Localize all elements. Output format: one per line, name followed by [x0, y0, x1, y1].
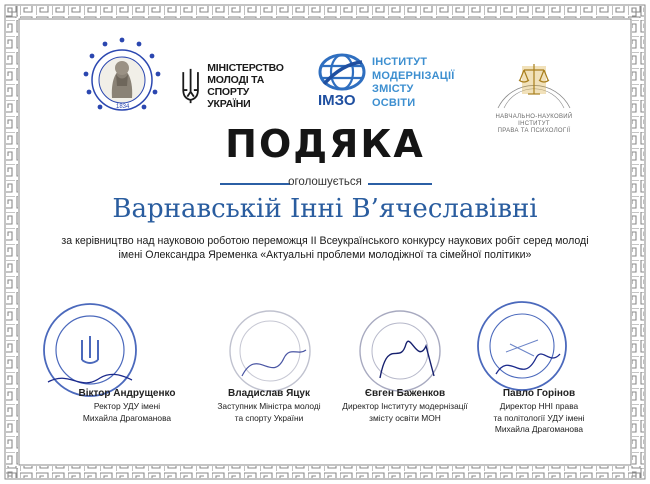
university-stamp: [40, 300, 140, 400]
divider-right: [368, 183, 432, 185]
law-institute-stamp: [470, 296, 574, 396]
signatory-name: Владислав Яцук: [228, 388, 310, 399]
announce-text: оголошується: [288, 176, 362, 188]
signatory-3: [330, 388, 480, 424]
signatory-name: Павло Горінов: [502, 388, 576, 399]
signatory-1: [52, 388, 202, 424]
certificate-title: ПОДЯКА: [225, 122, 425, 166]
announce-row: [0, 176, 650, 192]
trident-icon: [180, 63, 201, 109]
signatory-name: Євген Баженков: [364, 388, 446, 399]
university-logo: [78, 34, 166, 122]
law-institute-name: НАВЧАЛЬНО-НАУКОВИЙ ІНСТИТУТ ПРАВА ТА ПСИХОЛОГІЇ: [495, 114, 573, 134]
signatory-name: Віктор Андрущенко: [78, 388, 176, 399]
signatory-4: [464, 388, 614, 436]
signatory-position: Заступник Міністра молоді та спорту України: [217, 401, 321, 423]
globe-icon: [316, 52, 368, 92]
ministry-stamp: [222, 306, 318, 396]
signatory-position: Директор ННІ права та політології УДУ імені Михайла Драгоманова: [493, 401, 585, 434]
university-year: 1834: [116, 104, 130, 110]
signatory-position: Директор Інституту модернізації змісту освіти МОН: [342, 401, 468, 423]
signatory-2: [194, 388, 344, 424]
signatory-position: Ректор УДУ імені Михайла Драгоманова: [82, 401, 172, 423]
ministry-logo: [180, 56, 290, 116]
institute-stamp: [352, 306, 448, 396]
imzo-abbreviation: ІМЗО: [318, 92, 356, 109]
institute-name: ІНСТИТУТ МОДЕРНІЗАЦІЇ ЗМІСТУ ОСВІТИ: [372, 56, 455, 109]
ministry-name: МІНІСТЕРСТВО МОЛОДІ ТА СПОРТУ УКРАЇНИ: [207, 62, 284, 110]
award-reason: за керівництво над науковою роботою переможця II Всеукраїнського конкурсу наукових робіт серед молоді імені Олександра Яременка «Актуальні проблеми молодіжної та сімейної політики»: [61, 235, 589, 261]
recipient-name: Варнавській Інні В’ячеславівні: [112, 194, 538, 224]
imzo-logo: [316, 52, 466, 120]
